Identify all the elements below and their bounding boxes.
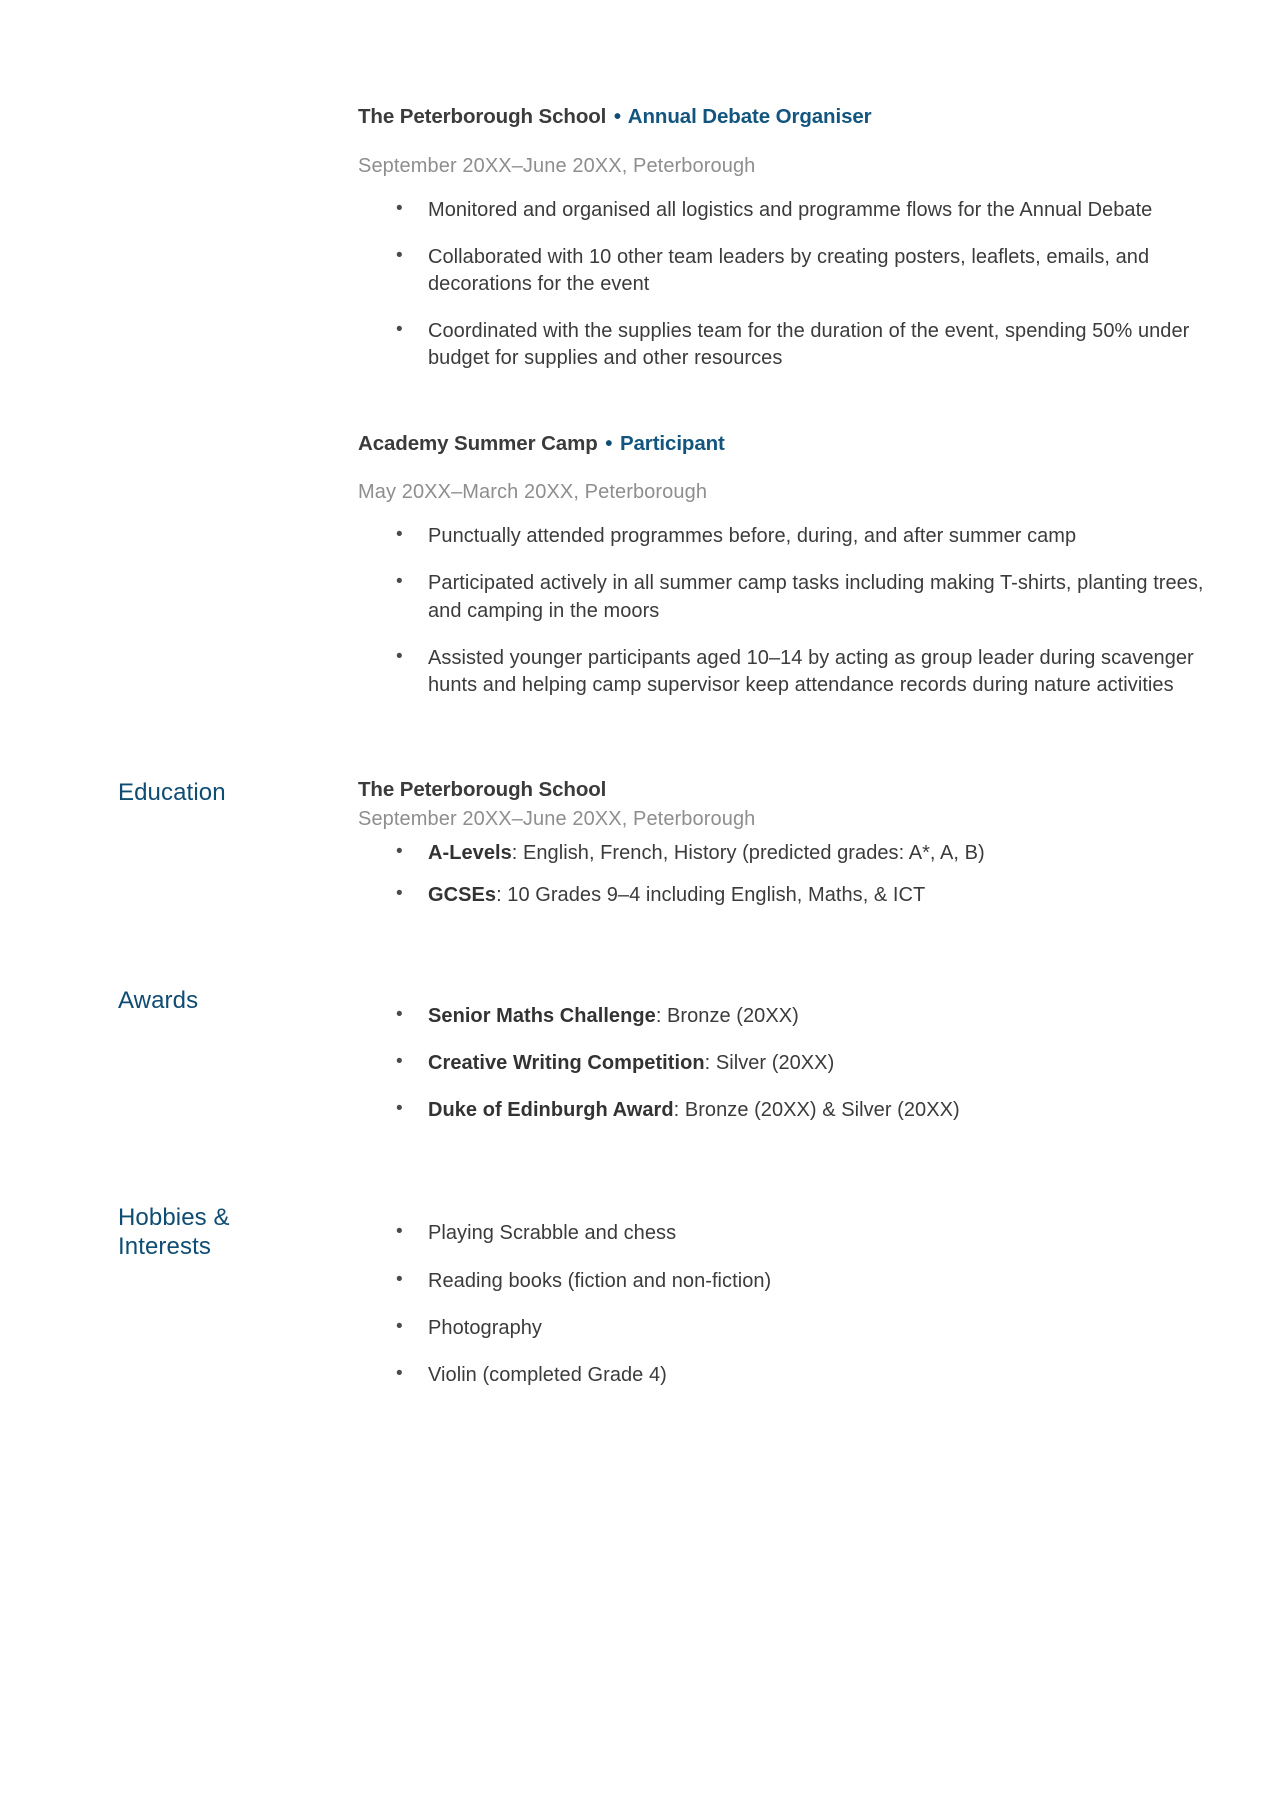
section-label-hobbies-interests <box>118 1202 358 1389</box>
list-item <box>358 882 1220 909</box>
page-top-spacer <box>0 0 1280 104</box>
section-spacer <box>0 1124 1280 1202</box>
experience-entry-2 <box>0 431 1280 700</box>
education-bullet-list <box>358 840 1220 908</box>
list-item: • Punctually attended programmes before, during, and after summer camp <box>358 523 1220 550</box>
education-detail: : English, French, History (predicted grades: A*, A, B) <box>511 842 985 865</box>
award-detail: : Bronze (20XX) <box>655 1004 799 1027</box>
list-item <box>358 1003 1220 1030</box>
section-label-education: Education <box>118 779 226 807</box>
bullet-separator-icon: • <box>605 431 613 455</box>
entry-role: Participant <box>619 431 725 455</box>
experience-entry-1 <box>0 104 1280 373</box>
award-detail: : Silver (20XX) <box>704 1051 835 1074</box>
list-item <box>358 1050 1220 1077</box>
entry-dates-location: September 20XX–June 20XX, Peterborough <box>358 154 756 177</box>
entry-heading <box>358 104 1220 131</box>
awards-body <box>358 985 1220 1125</box>
section-label-line-2: Interests <box>118 1232 211 1260</box>
entry-heading <box>358 431 1220 458</box>
section-awards <box>0 985 1280 1125</box>
award-term: Senior Maths Challenge <box>428 1004 656 1027</box>
award-detail: : Bronze (20XX) & Silver (20XX) <box>673 1099 960 1122</box>
list-item: • Coordinated with the supplies team for the duration of the event, spending 50% under budget for supplies and other resources <box>358 318 1220 372</box>
education-school: The Peterborough School <box>358 778 607 802</box>
section-spacer <box>0 699 1280 777</box>
list-item: • Collaborated with 10 other team leaders by creating posters, leaflets, emails, and decorations for the event <box>358 244 1220 298</box>
list-item: • Monitored and organised all logistics and programme flows for the Annual Debate <box>358 197 1220 224</box>
section-spacer <box>0 923 1280 985</box>
education-term: A-Levels <box>428 842 512 865</box>
entry-organisation: Academy Summer Camp <box>358 431 598 455</box>
education-dates-location: September 20XX–June 20XX, Peterborough <box>358 808 756 831</box>
entry-role: Annual Debate Organiser <box>627 105 872 128</box>
section-hobbies-interests <box>0 1202 1280 1389</box>
section-label-awards: Awards <box>118 986 199 1014</box>
education-detail: : 10 Grades 9–4 including English, Maths, & ICT <box>496 883 926 906</box>
list-item: • Photography <box>358 1315 1220 1342</box>
entry-organisation: The Peterborough School <box>358 105 607 128</box>
awards-bullet-list <box>358 1003 1220 1125</box>
bullet-separator-icon: • <box>613 105 621 128</box>
award-term: Duke of Edinburgh Award <box>428 1099 674 1122</box>
list-item: • Participated actively in all summer camp tasks including making T-shirts, planting trees, and camping in the moors <box>358 570 1220 624</box>
entry-dates-location: May 20XX–March 20XX, Peterborough <box>358 481 708 504</box>
list-item <box>358 840 1220 867</box>
section-education <box>0 777 1280 923</box>
list-item <box>358 1097 1220 1124</box>
list-item: • Reading books (fiction and non-fiction) <box>358 1268 1220 1295</box>
list-item: • Assisted younger participants aged 10–14 by acting as group leader during scavenger hunts and helping camp supervisor keep attendance records during nature activities <box>358 645 1220 699</box>
entry-bullet-list <box>358 523 1220 699</box>
entry-bullet-list <box>358 197 1220 373</box>
hobbies-bullet-list <box>358 1220 1220 1389</box>
entry-spacer <box>0 373 1280 431</box>
award-term: Creative Writing Competition <box>428 1051 705 1074</box>
list-item: • Violin (completed Grade 4) <box>358 1362 1220 1389</box>
list-item: • Playing Scrabble and chess <box>358 1220 1220 1247</box>
section-label-line-1: Hobbies & <box>118 1204 230 1232</box>
education-term: GCSEs <box>428 883 497 906</box>
hobbies-body <box>358 1202 1220 1389</box>
education-body <box>358 777 1220 923</box>
